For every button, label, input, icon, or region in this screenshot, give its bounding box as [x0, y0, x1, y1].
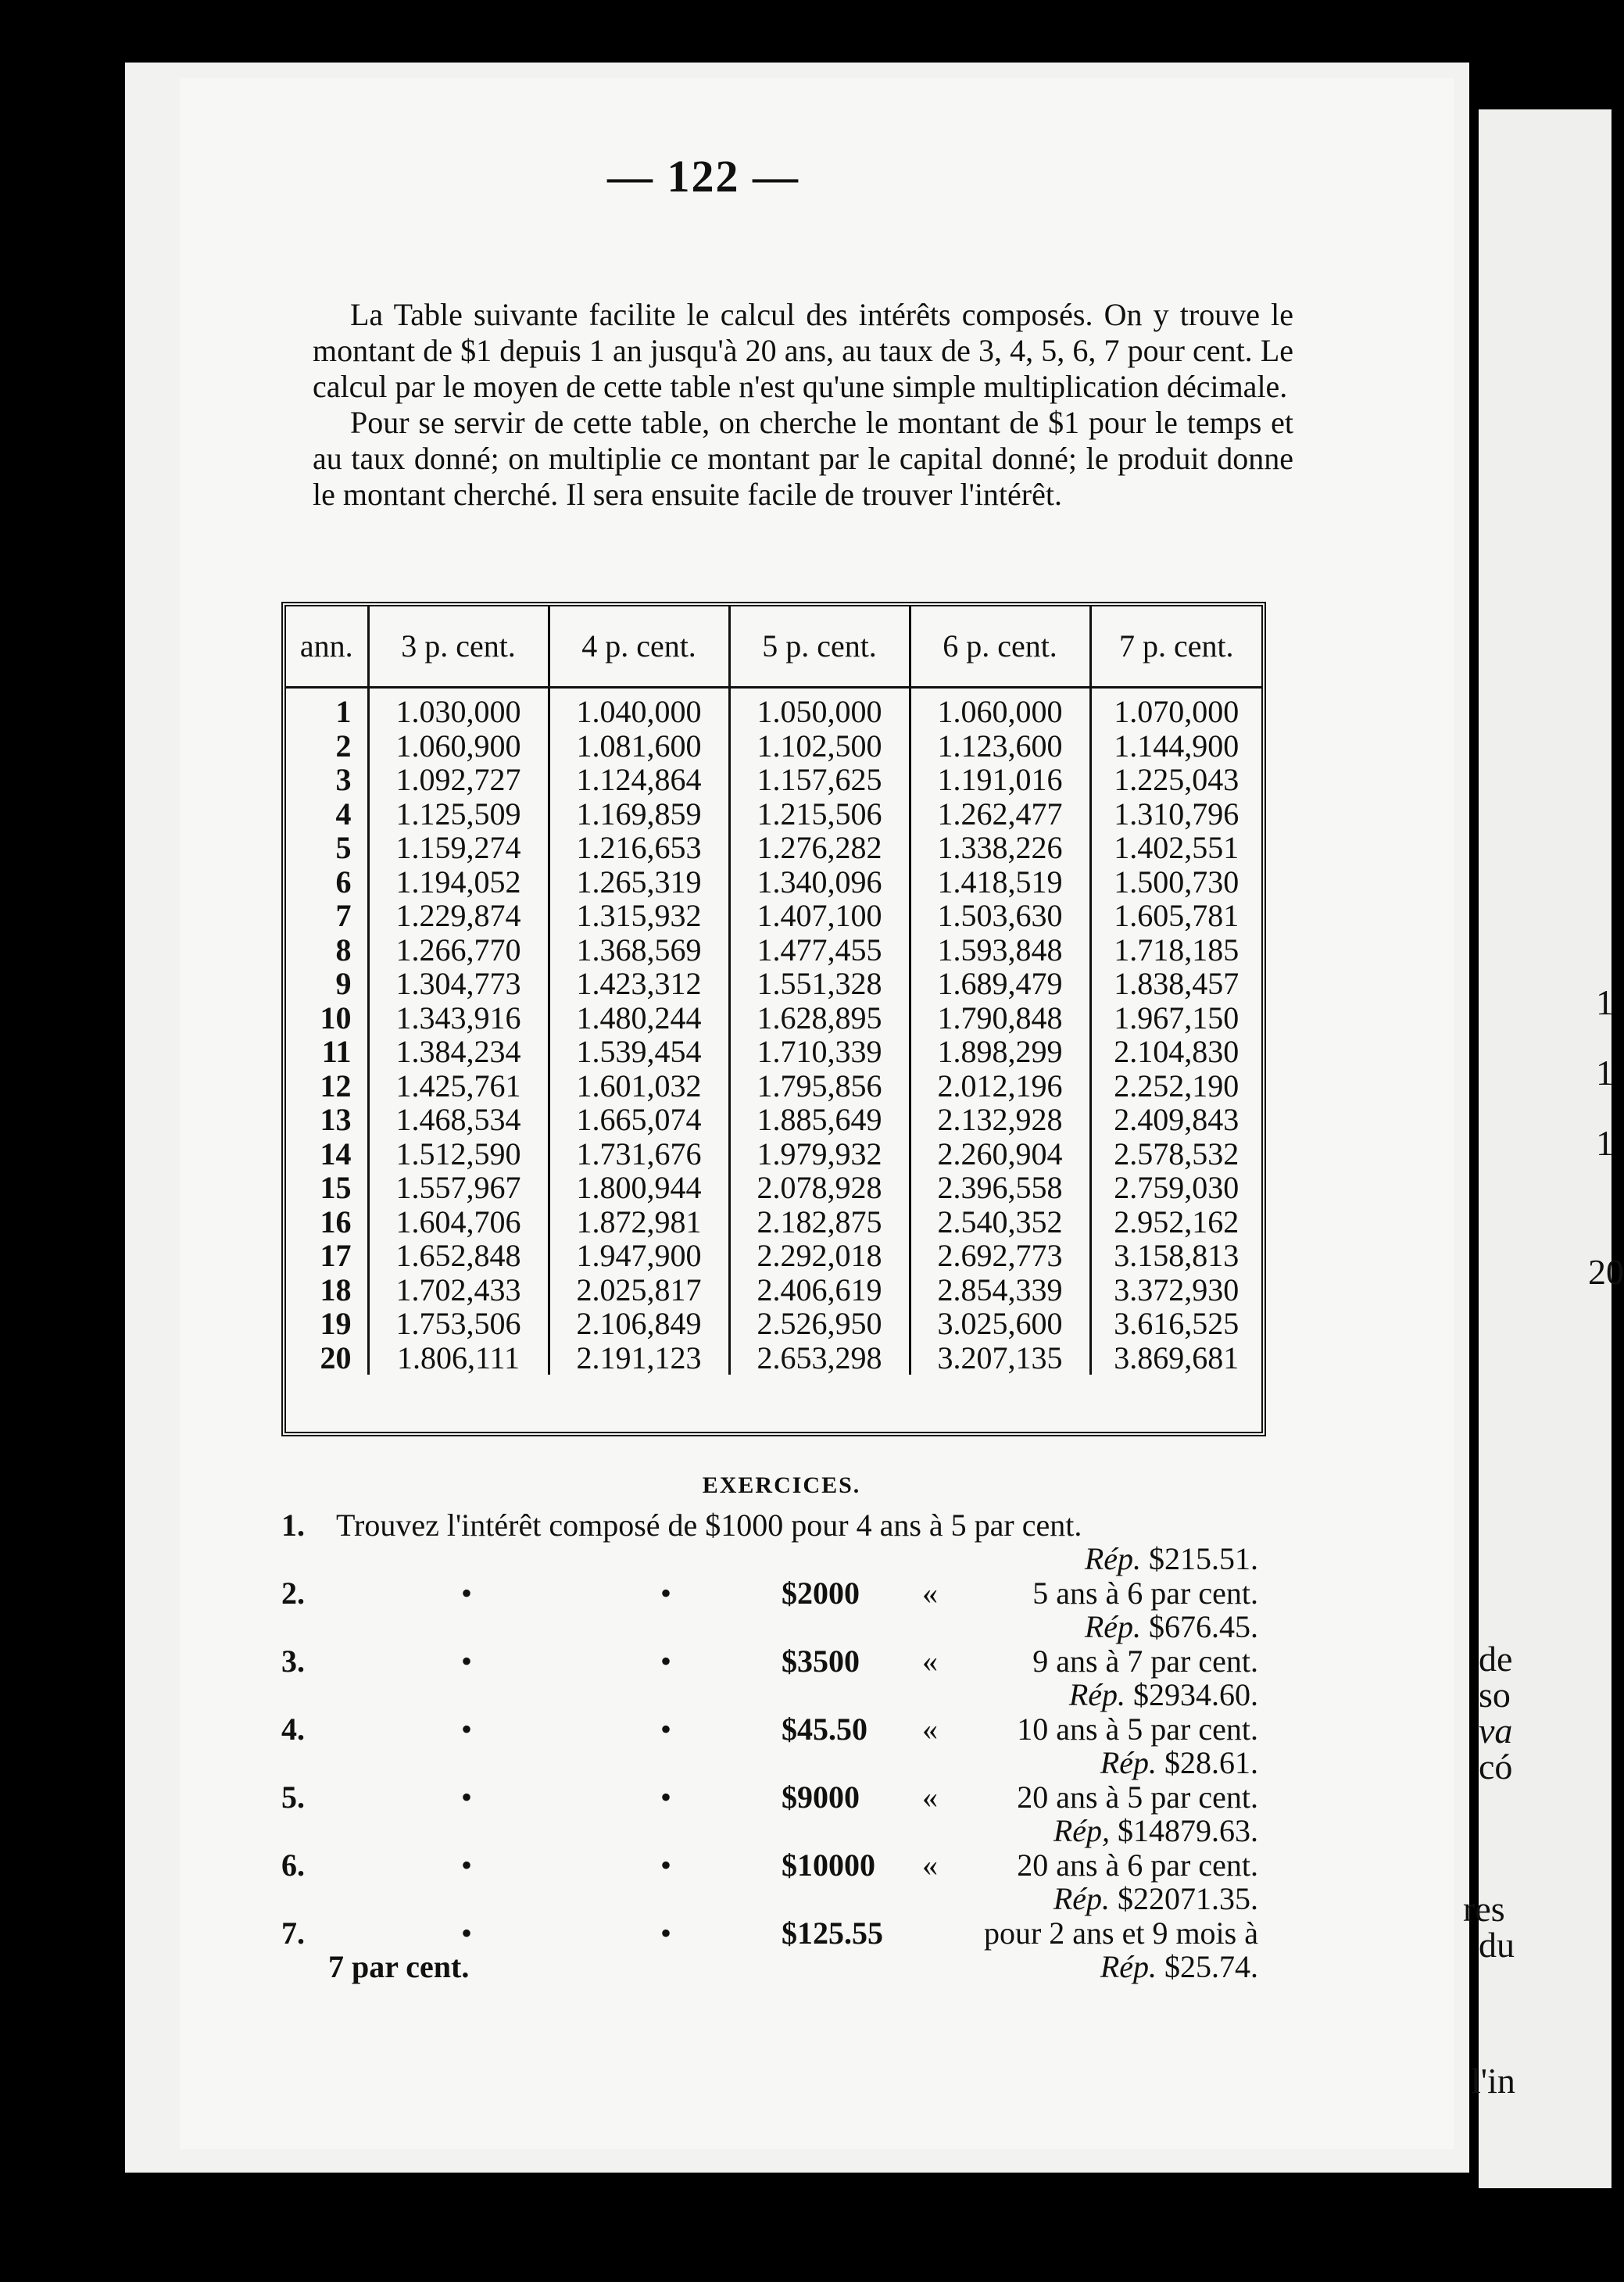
- rate-cell: 2.759,030: [1114, 1170, 1239, 1205]
- exercise-number: 6.: [281, 1847, 305, 1883]
- rate-cell: 1.060,000: [910, 688, 1090, 729]
- rate-cell: 1.262,477: [910, 797, 1090, 832]
- rate-cell: 1.304,773: [368, 967, 549, 1001]
- ditto-mark: •: [660, 1712, 672, 1747]
- rate-cell: 1.070,000: [1114, 694, 1239, 729]
- exercise-answer: [1085, 1540, 1258, 1577]
- rate-cell: 1.216,653: [549, 831, 729, 865]
- rate-cell: 1.225,043: [1114, 762, 1239, 797]
- next-page-fragment: du: [1479, 1925, 1515, 1965]
- exercise-amount: $125.55: [782, 1915, 883, 1951]
- exercises-list: [281, 1507, 1258, 1983]
- year-cell: 10: [286, 1001, 368, 1035]
- rate-cell: 1.512,590: [368, 1137, 549, 1171]
- answer-label: Rép.: [1084, 1541, 1141, 1576]
- table-row: [286, 1035, 1261, 1069]
- exercise-answer: [1053, 1812, 1258, 1849]
- rate-cell: 1.731,676: [549, 1137, 729, 1171]
- rate-cell: 2.409,843: [1114, 1102, 1239, 1137]
- exercise-answer: [1069, 1676, 1258, 1713]
- exercise-amount: $10000: [782, 1847, 875, 1883]
- rate-cell: 1.500,730: [1114, 864, 1239, 900]
- rate-cell: 2.578,532: [1114, 1136, 1239, 1171]
- rate-cell: 1.593,848: [910, 933, 1090, 968]
- rate-cell: 2.952,162: [1114, 1204, 1239, 1239]
- header-year: ann.: [286, 606, 368, 688]
- year-cell: 18: [286, 1273, 368, 1307]
- ditto-mark: •: [461, 1644, 473, 1679]
- rate-cell: 1.040,000: [549, 688, 729, 729]
- rate-cell: 1.898,299: [910, 1035, 1090, 1069]
- rate-cell: 2.260,904: [910, 1137, 1090, 1171]
- rate-cell: 2.692,773: [910, 1239, 1090, 1273]
- rate-cell: 1.604,706: [368, 1205, 549, 1239]
- rate-cell: 2.104,830: [1114, 1034, 1239, 1069]
- exercise-answer: [1053, 1880, 1258, 1917]
- exercise-answer: [1085, 1608, 1258, 1645]
- rate-cell: 1.315,932: [549, 899, 729, 933]
- separator-mark: «: [922, 1712, 938, 1747]
- rate-cell: 1.551,328: [729, 967, 910, 1001]
- exercise-number: 3.: [281, 1644, 305, 1679]
- year-cell: 19: [286, 1307, 368, 1341]
- rate-cell: 2.540,352: [910, 1205, 1090, 1239]
- rate-cell: 1.368,569: [549, 933, 729, 968]
- rate-cell: 2.078,928: [729, 1171, 910, 1205]
- rate-cell: 1.477,455: [729, 933, 910, 968]
- answer-value: $14879.63.: [1118, 1813, 1258, 1848]
- rate-cell: 1.338,226: [910, 831, 1090, 865]
- ditto-mark: •: [660, 1915, 672, 1951]
- rate-cell: 1.628,895: [729, 1001, 910, 1035]
- year-cell: 12: [286, 1069, 368, 1103]
- table-row: [286, 865, 1261, 900]
- rate-cell: 1.102,500: [729, 729, 910, 764]
- separator-mark: «: [922, 1779, 938, 1815]
- rate-cell: 1.947,900: [549, 1239, 729, 1273]
- table-row: [286, 933, 1261, 968]
- compound-interest-table: [281, 602, 1266, 1436]
- exercise-item: [281, 1643, 1258, 1711]
- intro-text: [313, 297, 1293, 513]
- rate-cell: 2.106,849: [549, 1307, 729, 1341]
- exercise-amount: $3500: [782, 1644, 860, 1679]
- year-cell: 13: [286, 1103, 368, 1137]
- rate-cell: 1.092,727: [368, 763, 549, 797]
- next-page-fragment: 1: [1596, 1053, 1614, 1093]
- rate-cell: 1.665,074: [549, 1103, 729, 1137]
- table-row: [286, 1171, 1261, 1205]
- exercise-number: 7.: [281, 1915, 305, 1951]
- ditto-mark: •: [461, 1576, 473, 1611]
- answer-label: Rép,: [1053, 1813, 1110, 1848]
- rate-cell: 1.557,967: [368, 1171, 549, 1205]
- rate-cell: 2.526,950: [729, 1307, 910, 1341]
- header-6-percent: 6 p. cent.: [910, 606, 1090, 688]
- exercise-item: [281, 1711, 1258, 1779]
- answer-label: Rép.: [1100, 1949, 1157, 1984]
- rates-table: [286, 606, 1261, 1375]
- rate-cell: 1.265,319: [549, 865, 729, 900]
- table-row: [286, 1069, 1261, 1103]
- table-row: [286, 1137, 1261, 1171]
- next-page-fragment: res: [1463, 1889, 1505, 1929]
- exercise-item: [281, 1779, 1258, 1847]
- next-page-fragment: có: [1479, 1747, 1513, 1787]
- answer-value: $676.45.: [1149, 1609, 1258, 1644]
- rate-cell: 1.266,770: [368, 933, 549, 968]
- rate-cell: 1.418,519: [910, 865, 1090, 900]
- rate-cell: 1.710,339: [729, 1035, 910, 1069]
- year-cell: 16: [286, 1205, 368, 1239]
- rate-cell: 1.124,864: [549, 763, 729, 797]
- exercise-term: 20 ans à 5 par cent.: [1017, 1779, 1258, 1815]
- rate-cell: 3.158,813: [1114, 1238, 1239, 1273]
- exercise-item: [281, 1507, 1258, 1575]
- table-body: [286, 688, 1261, 1375]
- rate-cell: 1.468,534: [368, 1103, 549, 1137]
- ditto-mark: •: [461, 1779, 473, 1815]
- rate-cell: 1.979,932: [729, 1137, 910, 1171]
- rate-cell: 2.132,928: [910, 1103, 1090, 1137]
- intro-paragraph: La Table suivante facilite le calcul des intérêts composés. On y trouve le montant de $1 depuis 1 an jusqu'à 20 ans, au taux de 3, 4, 5, 6, 7 pour cent. Le calcul par le moyen de cette table n'est qu'une simple multiplication décimale.: [313, 297, 1293, 404]
- rate-cell: 1.159,274: [368, 831, 549, 865]
- year-cell: 15: [286, 1171, 368, 1205]
- separator-mark: «: [922, 1644, 938, 1679]
- rate-cell: 1.872,981: [549, 1205, 729, 1239]
- rate-cell: 1.718,185: [1114, 932, 1239, 968]
- exercise-term: 20 ans à 6 par cent.: [1017, 1847, 1258, 1883]
- rate-cell: 2.653,298: [729, 1341, 910, 1375]
- year-cell: 7: [286, 899, 368, 933]
- rate-cell: 3.207,135: [910, 1341, 1090, 1375]
- exercise-number: 2.: [281, 1576, 305, 1611]
- answer-value: $2934.60.: [1133, 1677, 1258, 1712]
- ditto-mark: •: [461, 1915, 473, 1951]
- exercise-amount: $45.50: [782, 1712, 867, 1747]
- rate-cell: 1.790,848: [910, 1001, 1090, 1035]
- year-cell: 14: [286, 1137, 368, 1171]
- header-4-percent: 4 p. cent.: [549, 606, 729, 688]
- exercise-term: pour 2 ans et 9 mois à: [983, 1915, 1258, 1951]
- rate-cell: 2.854,339: [910, 1273, 1090, 1307]
- rate-cell: 1.229,874: [368, 899, 549, 933]
- header-3-percent: 3 p. cent.: [368, 606, 549, 688]
- exercise-item: [281, 1915, 1258, 1983]
- rate-cell: 2.396,558: [910, 1171, 1090, 1205]
- table-row: [286, 1001, 1261, 1035]
- rate-cell: 2.025,817: [549, 1273, 729, 1307]
- rate-cell: 1.753,506: [368, 1307, 549, 1341]
- rate-cell: 1.480,244: [549, 1001, 729, 1035]
- ditto-mark: •: [660, 1779, 672, 1815]
- exercise-amount: $2000: [782, 1576, 860, 1611]
- rate-cell: 1.967,150: [1114, 1000, 1239, 1035]
- rate-cell: 1.215,506: [729, 797, 910, 832]
- exercise-item: [281, 1575, 1258, 1643]
- exercise-number: 4.: [281, 1712, 305, 1747]
- exercise-item: [281, 1847, 1258, 1915]
- table-row: [286, 1341, 1261, 1375]
- table-row: [286, 1273, 1261, 1307]
- rate-cell: 1.539,454: [549, 1035, 729, 1069]
- rate-cell: 1.605,781: [1114, 898, 1239, 933]
- year-cell: 20: [286, 1341, 368, 1375]
- answer-value: $215.51.: [1149, 1541, 1258, 1576]
- next-page-fragment: 20: [1588, 1252, 1624, 1292]
- rate-cell: 1.123,600: [910, 729, 1090, 764]
- exercise-answer: [1100, 1744, 1258, 1781]
- exercise-number: 5.: [281, 1779, 305, 1815]
- year-cell: 11: [286, 1035, 368, 1069]
- year-cell: 2: [286, 729, 368, 764]
- rate-cell: 1.060,900: [368, 729, 549, 764]
- table-row: [286, 831, 1261, 865]
- rate-cell: 1.425,761: [368, 1069, 549, 1103]
- ditto-mark: •: [660, 1847, 672, 1883]
- next-page-fragment: so: [1479, 1675, 1511, 1715]
- table-row: [286, 1307, 1261, 1341]
- rate-cell: 3.616,525: [1114, 1306, 1239, 1341]
- year-cell: 9: [286, 967, 368, 1001]
- answer-value: $22071.35.: [1118, 1881, 1258, 1916]
- table-row: [286, 688, 1261, 729]
- rate-cell: 1.191,016: [910, 763, 1090, 797]
- table-row: [286, 967, 1261, 1001]
- rate-cell: 1.806,111: [368, 1341, 549, 1375]
- rate-cell: 1.795,856: [729, 1069, 910, 1103]
- year-cell: 3: [286, 763, 368, 797]
- next-page-edge: [1463, 109, 1624, 2188]
- rate-cell: 1.050,000: [729, 688, 910, 729]
- rate-cell: 2.182,875: [729, 1205, 910, 1239]
- rate-cell: 2.292,018: [729, 1239, 910, 1273]
- table-row: [286, 729, 1261, 764]
- next-page-fragment: 1: [1596, 1123, 1614, 1163]
- header-5-percent: 5 p. cent.: [729, 606, 910, 688]
- year-cell: 8: [286, 933, 368, 968]
- exercises-title: EXERCICES.: [702, 1472, 861, 1498]
- rate-cell: 1.885,649: [729, 1103, 910, 1137]
- table-row: [286, 1239, 1261, 1273]
- rate-cell: 1.423,312: [549, 967, 729, 1001]
- rate-cell: 1.702,433: [368, 1273, 549, 1307]
- page-number: — 122 —: [607, 151, 799, 202]
- exercise-number: 1.: [281, 1508, 305, 1543]
- rate-cell: 1.503,630: [910, 899, 1090, 933]
- exercise-answer: [1100, 1948, 1258, 1985]
- answer-label: Rép.: [1100, 1745, 1157, 1780]
- rate-cell: 3.869,681: [1114, 1340, 1239, 1375]
- rate-cell: 1.838,457: [1114, 966, 1239, 1001]
- rate-cell: 1.800,944: [549, 1171, 729, 1205]
- year-cell: 6: [286, 865, 368, 900]
- answer-label: Rép.: [1068, 1677, 1125, 1712]
- year-cell: 5: [286, 831, 368, 865]
- answer-label: Rép.: [1084, 1609, 1141, 1644]
- separator-mark: «: [922, 1576, 938, 1611]
- header-7-percent: 7 p. cent.: [1090, 606, 1261, 688]
- exercise-term: 10 ans à 5 par cent.: [1017, 1712, 1258, 1747]
- table-row: [286, 763, 1261, 797]
- separator-mark: «: [922, 1847, 938, 1883]
- year-cell: 1: [286, 688, 368, 729]
- rate-cell: 2.012,196: [910, 1069, 1090, 1103]
- rate-cell: 1.340,096: [729, 865, 910, 900]
- ditto-mark: •: [461, 1712, 473, 1747]
- year-cell: 4: [286, 797, 368, 832]
- next-page-fragment: de: [1479, 1639, 1513, 1679]
- rate-cell: 1.343,916: [368, 1001, 549, 1035]
- next-page-fragment: va: [1479, 1711, 1513, 1751]
- rate-cell: 1.652,848: [368, 1239, 549, 1273]
- rate-cell: 1.384,234: [368, 1035, 549, 1069]
- exercise-continuation: 7 par cent.: [328, 1949, 470, 1984]
- exercise-term: 9 ans à 7 par cent.: [1032, 1644, 1258, 1679]
- rate-cell: 1.310,796: [1114, 796, 1239, 832]
- next-page-fragment: 1: [1596, 982, 1614, 1022]
- rate-cell: 2.191,123: [549, 1341, 729, 1375]
- rate-cell: 1.125,509: [368, 797, 549, 832]
- rate-cell: 1.144,900: [1114, 728, 1239, 764]
- answer-label: Rép.: [1053, 1881, 1110, 1916]
- rate-cell: 3.372,930: [1114, 1272, 1239, 1307]
- year-cell: 17: [286, 1239, 368, 1273]
- table-row: [286, 1205, 1261, 1239]
- exercise-amount: $9000: [782, 1779, 860, 1815]
- rate-cell: 1.030,000: [368, 688, 549, 729]
- answer-value: $25.74.: [1164, 1949, 1258, 1984]
- rate-cell: 1.194,052: [368, 865, 549, 900]
- ditto-mark: •: [660, 1644, 672, 1679]
- rate-cell: 1.157,625: [729, 763, 910, 797]
- next-page-fragment: l'in: [1471, 2061, 1515, 2101]
- rate-cell: 1.081,600: [549, 729, 729, 764]
- rate-cell: 2.252,190: [1114, 1068, 1239, 1103]
- rate-cell: 1.169,859: [549, 797, 729, 832]
- ditto-mark: •: [461, 1847, 473, 1883]
- rate-cell: 1.689,479: [910, 967, 1090, 1001]
- rate-cell: 1.601,032: [549, 1069, 729, 1103]
- table-header-row: [286, 606, 1261, 688]
- table-row: [286, 899, 1261, 933]
- rate-cell: 1.407,100: [729, 899, 910, 933]
- rate-cell: 1.276,282: [729, 831, 910, 865]
- rate-cell: 2.406,619: [729, 1273, 910, 1307]
- ditto-mark: •: [660, 1576, 672, 1611]
- table-row: [286, 1103, 1261, 1137]
- exercise-term: 5 ans à 6 par cent.: [1032, 1576, 1258, 1611]
- answer-value: $28.61.: [1164, 1745, 1258, 1780]
- rate-cell: 3.025,600: [910, 1307, 1090, 1341]
- exercise-question: Trouvez l'intérêt composé de $1000 pour 4 ans à 5 par cent.: [336, 1508, 1082, 1543]
- intro-paragraph: Pour se servir de cette table, on cherche le montant de $1 pour le temps et au taux donné; on multiplie ce montant par le capital donné; le produit donne le montant cherché. Il sera ensuite facile de trouver l'intérêt.: [313, 405, 1293, 512]
- rate-cell: 1.402,551: [1114, 830, 1239, 865]
- table-row: [286, 797, 1261, 832]
